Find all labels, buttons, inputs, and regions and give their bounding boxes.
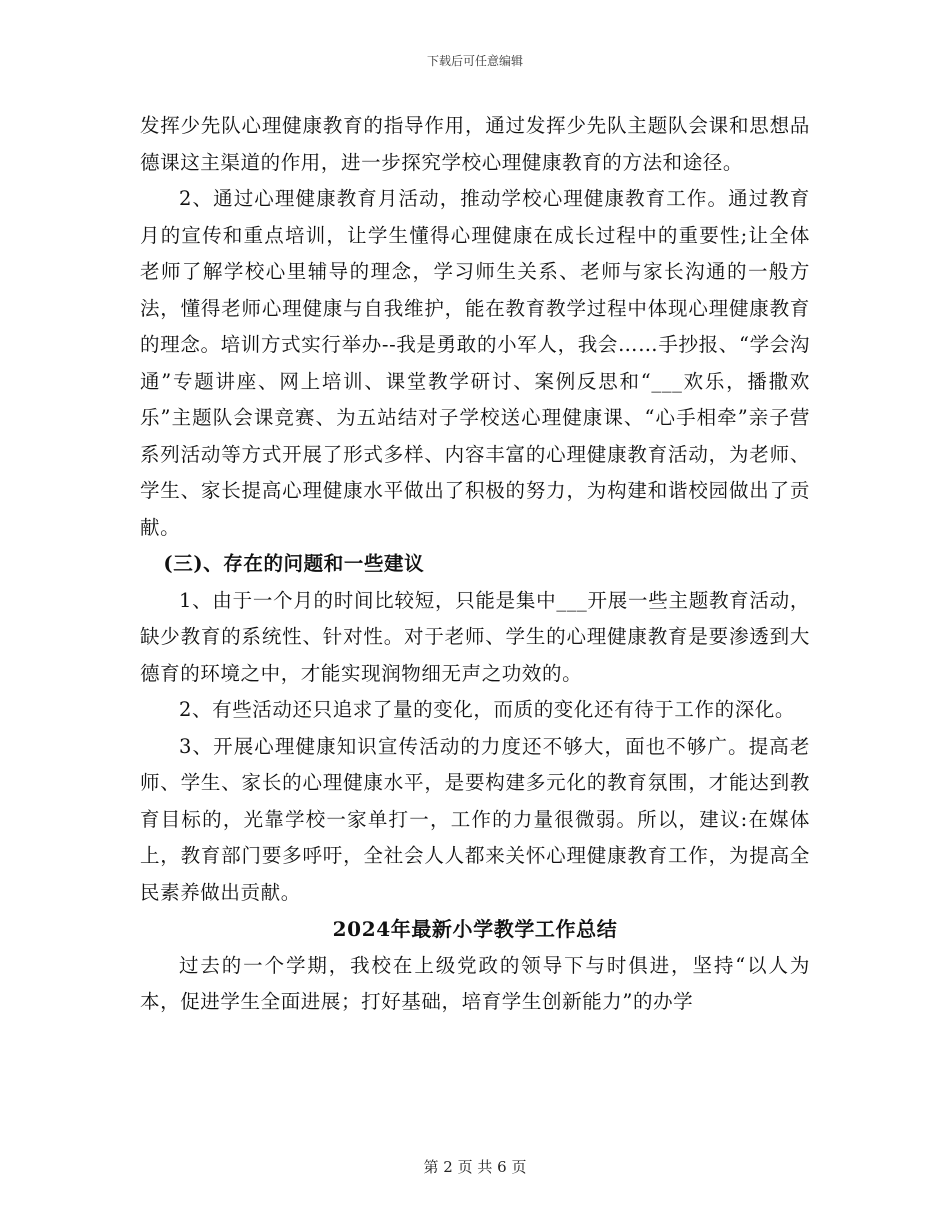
paragraph-intro: 过去的一个学期，我校在上级党政的领导下与时俱进，坚持“以人为本，促进学生全面进展；打好基础，培育学生创新能力”的办学 xyxy=(140,953,810,1013)
paragraph-suggestion-1: 1、由于一个月的时间比较短，只能是集中___开展一些主题教育活动，缺少教育的系统性、针对性。对于老师、学生的心理健康教育是要渗透到大德育的环境之中，才能实现润物细无声之功效的。 xyxy=(140,588,810,685)
paragraph-suggestion-3: 3、开展心理健康知识宣传活动的力度还不够大，面也不够广。提高老师、学生、家长的心理健康水平，是要构建多元化的教育氛围，才能达到教育目标的，光靠学校一家单打一，工作的力量很微弱。所以，建议:在媒体上，教育部门要多呼吁，全社会人人都来关怀心理健康教育工作，为提高全民素养做出贡献。 xyxy=(140,734,810,904)
header-note: 下载后可任意编辑 xyxy=(426,54,523,68)
section-heading-3: (三)、存在的问题和一些建议 xyxy=(163,552,425,575)
paragraph-item-2: 2、通过心理健康教育月活动，推动学校心理健康教育工作。通过教育月的宣传和重点培训，让学生懂得心理健康在成长过程中的重要性;让全体老师了解学校心里辅导的理念，学习师生关系、老师与家长沟通的一般方法，懂得老师心理健康与自我维护，能在教育教学过程中体现心理健康教育的理念。培训方式实行举办--我是勇敢的小军人，我会……手抄报、“学会沟通”专题讲座、网上培训、课堂教学研讨、案例反思和“___欢乐，播撒欢乐”主题队会课竞赛、为五站结对子学校送心理健康课、“心手相牵”亲子营系列活动等方式开展了形式多样、内容丰富的心理健康教育活动，为老师、学生、家长提高心理健康水平做出了积极的努力，为构建和谐校园做出了贡献。 xyxy=(140,187,810,539)
document-title: 2024年最新小学教学工作总结 xyxy=(332,917,618,941)
page-number: 第 2 页 共 6 页 xyxy=(423,1158,527,1176)
document-body xyxy=(140,108,810,1021)
paragraph-continuation: 发挥少先队心理健康教育的指导作用，通过发挥少先队主题队会课和思想品德课这主渠道的作用，进一步探究学校心理健康教育的方法和途径。 xyxy=(140,114,810,174)
paragraph-suggestion-2: 2、有些活动还只追求了量的变化，而质的变化还有待于工作的深化。 xyxy=(179,698,796,721)
